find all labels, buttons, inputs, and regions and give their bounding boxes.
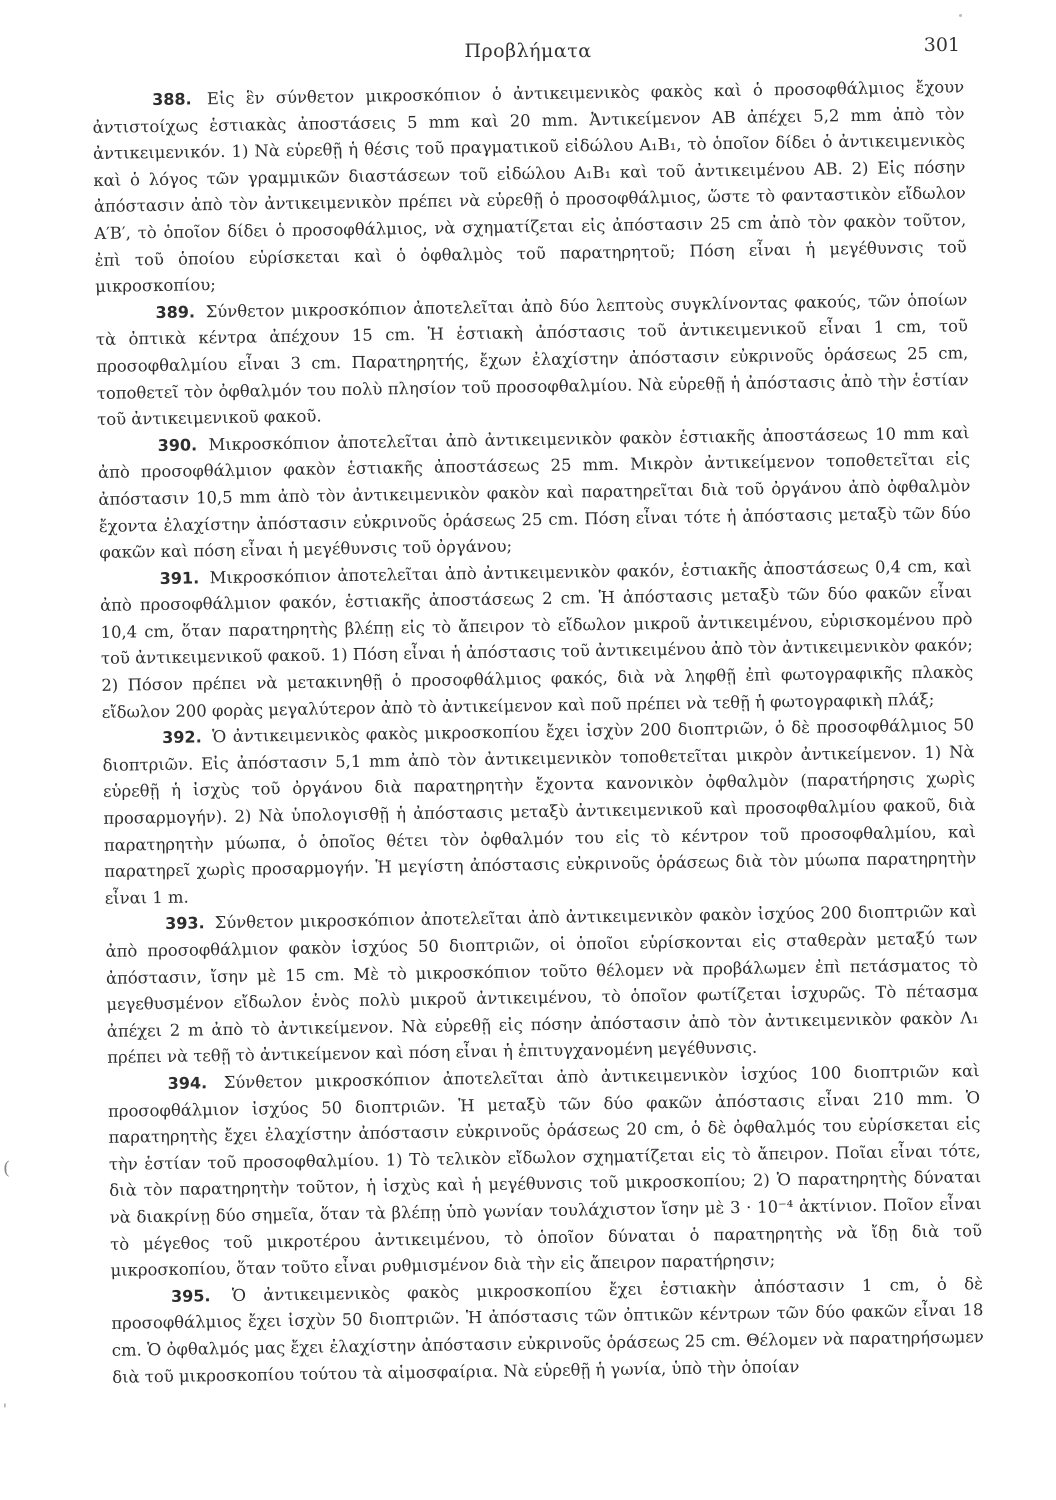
problem-number: 390. <box>157 435 198 455</box>
problem-394 <box>107 1058 982 1284</box>
problem-text: Σύνθετον μικροσκόπιον ἀποτελεῖται ἀπὸ δύο λεπτοὺς συγκλίνοντας φακούς, τῶν ὁποίων τὰ ὀπτικὰ κέντρα ἀπέχουν 15 cm. Ἡ ἑστιακὴ ἀπόστασις τοῦ ἀντικειμενικοῦ εἶναι 1 cm, τοῦ προσοφθαλμίου εἶναι 3 cm. Παρατηρητής, ἔχων ἐλαχίστην ἀπόστασιν εὐκρινοῦς ὁράσεως 25 cm, τοποθετεῖ τὸν ὀφθαλμόν του πολὺ πλησίον τοῦ προσοφθαλμίου. Νὰ εὑρεθῇ ἡ ἀπόστασις ἀπὸ τὴν ἑστίαν τοῦ ἀντικειμενικοῦ φακοῦ. <box>95 290 969 430</box>
problem-395 <box>111 1271 985 1391</box>
problem-number: 389. <box>155 302 196 322</box>
problem-390 <box>97 420 971 567</box>
problem-number: 392. <box>162 727 202 748</box>
problem-text: Σύνθετον μικροσκόπιον ἀποτελεῖται ἀπὸ ἀντικειμενικὸν φακὸν ἰσχύος 200 διοπτριῶν καὶ ἀπὸ προσοφθάλμιον φακὸν ἰσχύος 50 διοπτριῶν, οἱ ὁποῖοι εὑρίσκονται εἰς σταθερὰν μεταξύ των ἀπόστασιν, ἴσην μὲ 15 cm. Μὲ τὸ μικροσκόπιον τοῦτο θέλομεν νὰ προβάλωμεν ἐπὶ πετάσματος τὸ μεγεθυσμένον εἴδωλον ἑνὸς πολὺ μικροῦ ἀντικειμένου, τὸ ὁποῖον φωτίζεται ἰσχυρῶς. Τὸ πέτασμα ἀπέχει 2 m ἀπὸ τὸ ἀντικείμενον. Νὰ εὑρεθῇ εἰς πόσην ἀπόστασιν ἀπὸ τὸν ἀντικειμενικὸν φακὸν Λ₁ πρέπει νὰ τεθῇ τὸ ἀντικείμενον καὶ πόση εἶναι ἡ ἐπιτυγχανομένη μεγέθυνσις. <box>105 901 979 1068</box>
problem-text: Εἰς ἓν σύνθετον μικροσκόπιον ὁ ἀντικειμενικὸς φακὸς καὶ ὁ προσοφθάλμιος ἔχουν ἀντιστοίχως ἑστιακὰς ἀποστάσεις 5 mm καὶ 20 mm. Ἀντικείμενον ΑΒ ἀπέχει 5,2 mm ἀπὸ τὸν ἀντικειμενικόν. 1) Νὰ εὑρεθῇ ἡ θέσις τοῦ πραγματικοῦ εἰδώλου Α₁Β₁, τὸ ὁποῖον δίδει ὁ ἀντικειμενικὸς καὶ ὁ λόγος τῶν γραμμικῶν διαστάσεων τοῦ εἰδώλου Α₁Β₁ καὶ τοῦ ἀντικειμένου ΑΒ. 2) Εἰς πόσην ἀπόστασιν ἀπὸ τὸν ἀντικειμενικὸν πρέπει νὰ εὑρεθῇ ὁ προσοφθάλμιος, ὥστε τὸ φανταστικὸν εἴδωλον Α′Β′, τὸ ὁποῖον δίδει ὁ προσοφθάλμιος, νὰ σχηματίζεται εἰς ἀπόστασιν 25 cm ἀπὸ τὸν φακὸν τοῦτον, ἐπὶ τοῦ ὁποίου εὑρίσκεται καὶ ὁ ὀφθαλμὸς τοῦ παρατηρητοῦ; Πόση εἶναι ἡ μεγέθυνσις τοῦ μικροσκοπίου; <box>92 77 967 297</box>
problem-393 <box>105 899 979 1072</box>
problem-389 <box>95 287 969 434</box>
problem-text: Μικροσκόπιον ἀποτελεῖται ἀπὸ ἀντικειμενικὸν φακόν, ἑστιακῆς ἀποστάσεως 0,4 cm, καὶ ἀπὸ προσοφθάλμιον φακόν, ἑστιακῆς ἀποστάσεως 2 cm. Ἡ ἀπόστασις μεταξὺ τῶν δύο φακῶν εἶναι 10,4 cm, ὅταν παρατηρητὴς βλέπῃ εἰς τὸ ἄπειρον τὸ εἴδωλον μικροῦ ἀντικειμένου, εὑρισκομένου πρὸ τοῦ ἀντικειμενικοῦ φακοῦ. 1) Πόση εἶναι ἡ ἀπόστασις τοῦ ἀντικειμένου ἀπὸ τὸν ἀντικειμενικὸν φακόν; 2) Πόσον πρέπει νὰ μετακινηθῇ ὁ προσοφθάλμιος φακός, διὰ νὰ ληφθῇ ἐπὶ φωτογραφικῆς πλακὸς εἴδωλον 200 φορὰς μεγαλύτερον ἀπὸ τὸ ἀντικείμενον καὶ ποῦ πρέπει νὰ τεθῇ ἡ φωτογραφικὴ πλάξ; <box>99 555 974 722</box>
problem-number: 393. <box>164 913 205 934</box>
problem-number: 391. <box>159 568 200 588</box>
problem-392 <box>102 712 977 912</box>
problem-number: 395. <box>170 1286 211 1306</box>
margin-mark-paren: ( <box>3 1158 11 1179</box>
margin-mark-tick: ' <box>3 1402 7 1418</box>
problem-388 <box>92 74 967 300</box>
problem-number: 394. <box>167 1073 208 1093</box>
paper-speck <box>959 14 962 17</box>
problem-text: Σύνθετον μικροσκόπιον ἀποτελεῖται ἀπὸ ἀντικειμενικὸν ἰσχύος 100 διοπτριῶν καὶ προσοφθάλμιον ἰσχύος 50 διοπτριῶν. Ἡ μεταξὺ τῶν δύο φακῶν ἀπόστασις εἶναι 210 mm. Ὁ παρατηρητὴς ἔχει ἐλαχίστην ἀπόστασιν εὐκρινοῦς ὁράσεως 20 cm, ὁ δὲ ὀφθαλμός του εὑρίσκεται εἰς τὴν ἑστίαν τοῦ προσοφθαλμίου. 1) Τὸ τελικὸν εἴδωλον σχηματίζεται εἰς τὸ ἄπειρον. Ποῖαι εἶναι τότε, διὰ τὸν παρατηρητὴν τοῦτον, ἡ ἰσχὺς καὶ ἡ μεγέθυνσις τοῦ μικροσκοπίου; 2) Ὁ παρατηρητὴς δύναται νὰ διακρίνῃ δύο σημεῖα, ὅταν τὰ βλέπῃ ὑπὸ γωνίαν τουλάχιστον ἴσην μὲ 3 · 10⁻⁴ ἀκτίνιον. Ποῖον εἶναι τὸ μέγεθος τοῦ μικροτέρου ἀντικειμένου, τὸ ὁποῖον δύναται ὁ παρατηρητὴς νὰ ἴδῃ διὰ τοῦ μικροσκοπίου, ὅταν τοῦτο εἶναι ρυθμισμένον διὰ τὴν εἰς ἄπειρον παρατήρησιν; <box>107 1061 983 1280</box>
problem-text: Μικροσκόπιον ἀποτελεῖται ἀπὸ ἀντικειμενικὸν φακὸν ἑστιακῆς ἀποστάσεως 10 mm καὶ ἀπὸ προσοφθάλμιον φακὸν ἑστιακῆς ἀποστάσεως 25 mm. Μικρὸν ἀντικείμενον τοποθετεῖται εἰς ἀπόστασιν 10,5 mm ἀπὸ τὸν ἀντικειμενικὸν φακὸν καὶ παρατηρεῖται διὰ τοῦ ὀργάνου ἀπὸ ὀφθαλμὸν ἔχοντα ἐλαχίστην ἀπόστασιν εὐκρινοῦς ὁράσεως 25 cm. Πόση εἶναι τότε ἡ ἀπόστασις μεταξὺ τῶν δύο φακῶν καὶ πόση εἶναι ἡ μεγέθυνσις τοῦ ὀργάνου; <box>97 422 971 563</box>
problems-body <box>92 74 984 1391</box>
page-number: 301 <box>923 34 960 56</box>
running-title: Προβλήματα <box>464 40 592 62</box>
problem-number: 388. <box>152 89 192 110</box>
problem-391 <box>100 553 974 726</box>
problem-text: Ὁ ἀντικειμενικὸς φακὸς μικροσκοπίου ἔχει ἑστιακὴν ἀπόστασιν 1 cm, ὁ δὲ προσοφθάλμιος ἔχει ἰσχὺν 50 διοπτριῶν. Ἡ ἀπόστασις τῶν ὀπτικῶν κέντρων τῶν δύο φακῶν εἶναι 18 cm. Ὁ ὀφθαλμός μας ἔχει ἐλαχίστην ἀπόστασιν εὐκρινοῦς ὁράσεως 25 cm. Θέλομεν νὰ παρατηρήσωμεν διὰ τοῦ μικροσκοπίου τούτου τὰ αἱμοσφαίρια. Νὰ εὑρεθῇ ἡ γωνία, ὑπὸ τὴν ὁποίαν <box>111 1273 984 1387</box>
problem-text: Ὁ ἀντικειμενικὸς φακὸς μικροσκοπίου ἔχει ἰσχὺν 200 διοπτριῶν, ὁ δὲ προσοφθάλμιος 50 διοπτριῶν. Εἰς ἀπόστασιν 5,1 mm ἀπὸ τὸν ἀντικειμενικὸν τοποθετεῖται μικρὸν ἀντικείμενον. 1) Νὰ εὑρεθῇ ἡ ἰσχὺς τοῦ ὀργάνου διὰ παρατηρητὴν ἔχοντα κανονικὸν ὀφθαλμὸν (παρατήρησις χωρὶς προσαρμογήν). 2) Νὰ ὑπολογισθῇ ἡ ἀπόστασις μεταξὺ ἀντικειμενικοῦ καὶ προσοφθαλμίου φακοῦ, διὰ παρατηρητὴν μύωπα, ὁ ὁποῖος θέτει τὸν ὀφθαλμόν του εἰς τὸ κέντρον τοῦ προσοφθαλμίου, καὶ παρατηρεῖ χωρὶς προσαρμογήν. Ἡ μεγίστη ἀπόστασις εὐκρινοῦς ὁράσεως διὰ τὸν μύωπα παρατηρητὴν εἶναι 1 m. <box>102 715 977 908</box>
